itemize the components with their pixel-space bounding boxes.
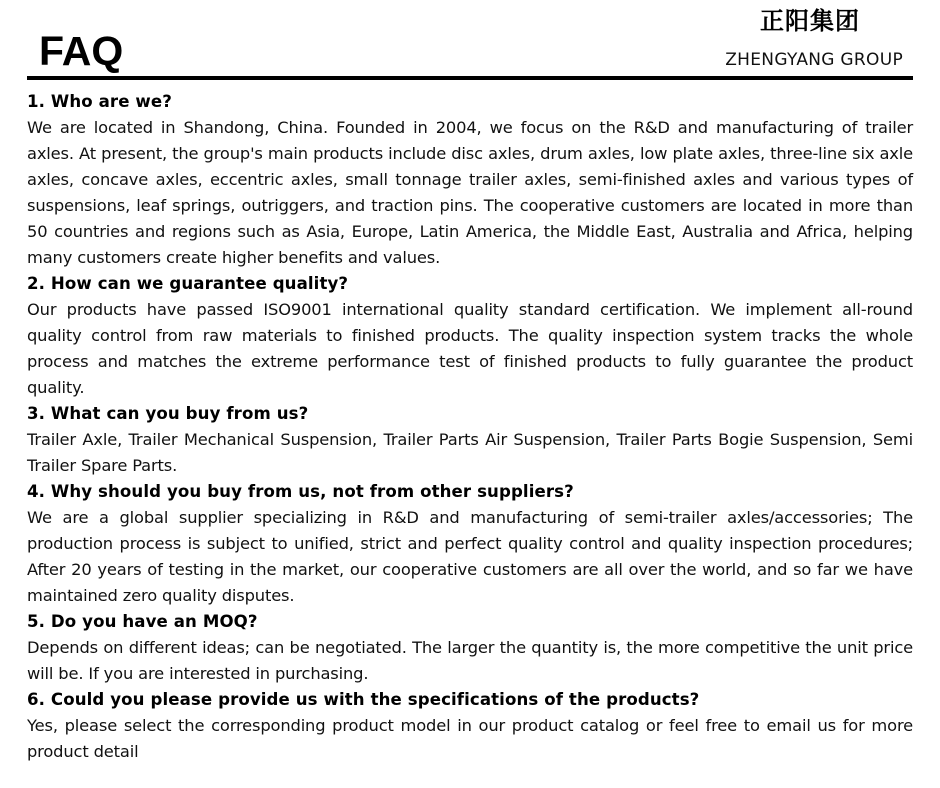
faq-item-why-us [27, 479, 913, 609]
brand-name-chinese: 正阳集团 [760, 7, 860, 35]
faq-answer: We are located in Shandong, China. Founded in 2004, we focus on the R&D and manufacturing of trailer axles. At present, the group's main products include disc axles, drum axles, low plate axles, three-line six axle axles, concave axles, eccentric axles, small tonnage trailer axles, semi-finished axles and various types of suspensions, leaf springs, outriggers, and traction pins. The cooperative customers are located in more than 50 countries and regions such as Asia, Europe, Latin America, the Middle East, Australia and Africa, helping many customers create higher benefits and values. [27, 118, 913, 267]
header-divider [27, 76, 913, 80]
faq-list [27, 89, 913, 765]
faq-question: 2. How can we guarantee quality? [27, 274, 349, 293]
faq-answer: Depends on different ideas; can be negotiated. The larger the quantity is, the more competitive the unit price will be. If you are interested in purchasing. [27, 638, 913, 683]
faq-item-specifications [27, 687, 913, 765]
faq-answer: Trailer Axle, Trailer Mechanical Suspension, Trailer Parts Air Suspension, Trailer Parts Bogie Suspension, Semi Trailer Spare Parts. [27, 430, 913, 475]
faq-question: 5. Do you have an MOQ? [27, 612, 258, 631]
faq-item-who-are-we [27, 89, 913, 271]
faq-question: 6. Could you please provide us with the specifications of the products? [27, 690, 700, 709]
faq-answer: We are a global supplier specializing in R&D and manufacturing of semi-trailer axles/accessories; The production process is subject to unified, strict and perfect quality control and quality inspection procedures; After 20 years of testing in the market, our cooperative customers are all over the world, and so far we have maintained zero quality disputes. [27, 508, 913, 605]
brand-name-english: ZHENGYANG GROUP [725, 50, 903, 70]
faq-question: 1. Who are we? [27, 92, 172, 111]
faq-answer: Yes, please select the corresponding product model in our product catalog or feel free to email us for more product detail [27, 716, 913, 761]
faq-answer: Our products have passed ISO9001 international quality standard certification. We implement all-round quality control from raw materials to finished products. The quality inspection system tracks the whole process and matches the extreme performance test of finished products to fully guarantee the product quality. [27, 300, 913, 397]
page-title: FAQ [39, 28, 124, 74]
page-header [27, 0, 913, 81]
faq-question: 4. Why should you buy from us, not from other suppliers? [27, 482, 574, 501]
faq-item-products [27, 401, 913, 479]
brand-logo [725, 6, 903, 71]
faq-item-quality [27, 271, 913, 401]
faq-question: 3. What can you buy from us? [27, 404, 309, 423]
faq-item-moq [27, 609, 913, 687]
